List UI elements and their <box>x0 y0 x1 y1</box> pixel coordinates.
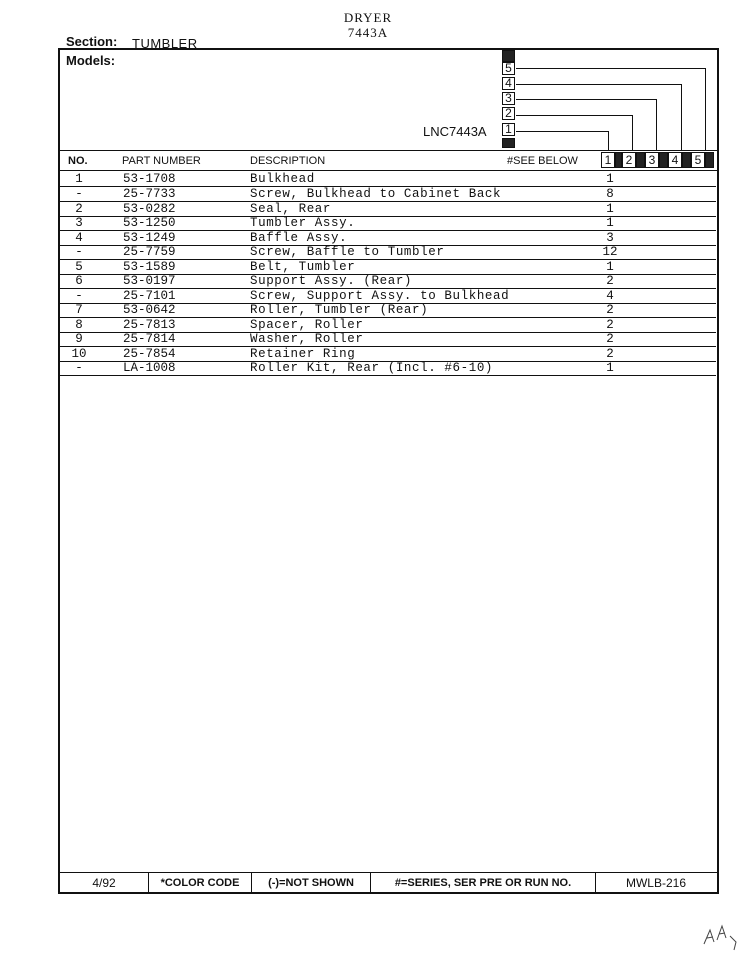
row-description: Spacer, Roller <box>250 318 364 332</box>
table-row <box>60 361 716 376</box>
column-box-5: 5 <box>691 152 705 168</box>
table-row <box>60 332 716 347</box>
column-box-3: 3 <box>645 152 659 168</box>
row-description: Tumbler Assy. <box>250 216 356 230</box>
table-row <box>60 274 716 289</box>
row-no: 8 <box>75 318 83 332</box>
row-no: 10 <box>71 347 87 361</box>
row-description: Roller Kit, Rear (Incl. #6-10) <box>250 361 494 375</box>
row-no: 2 <box>75 202 83 216</box>
row-description: Retainer Ring <box>250 347 356 361</box>
row-part-number: 53-1708 <box>123 172 176 186</box>
row-description: Screw, Bulkhead to Cabinet Back <box>250 187 502 201</box>
row-part-number: 53-0282 <box>123 202 176 216</box>
row-qty: 2 <box>606 274 614 288</box>
row-qty: 1 <box>606 202 614 216</box>
header-top-rule <box>58 150 719 151</box>
row-part-number: 25-7759 <box>123 245 176 259</box>
col-header-description: DESCRIPTION <box>250 155 326 167</box>
row-no: 1 <box>75 172 83 186</box>
row-part-number: 25-7733 <box>123 187 176 201</box>
row-description: Washer, Roller <box>250 332 364 346</box>
row-part-number: 25-7813 <box>123 318 176 332</box>
col-header-part-number: PART NUMBER <box>122 155 201 167</box>
row-description: Screw, Support Assy. to Bulkhead <box>250 289 510 303</box>
row-no: - <box>75 361 83 375</box>
row-qty: 1 <box>606 361 614 375</box>
model-name: LNC7443A <box>423 124 487 139</box>
row-part-number: 53-1589 <box>123 260 176 274</box>
row-qty: 4 <box>606 289 614 303</box>
footer-not-shown: (-)=NOT SHOWN <box>268 877 354 889</box>
model-code: 7443A <box>347 25 389 40</box>
model-box-4: 4 <box>502 77 515 90</box>
row-no: - <box>75 187 83 201</box>
table-row <box>60 303 716 318</box>
footer-doc-number: MWLB-216 <box>625 876 687 890</box>
table-row <box>60 318 716 333</box>
footer-date: 4/92 <box>92 876 116 890</box>
column-box-4: 4 <box>668 152 682 168</box>
table-row <box>60 172 716 187</box>
row-description: Baffle Assy. <box>250 231 348 245</box>
section-value: TUMBLER <box>132 36 198 51</box>
footer-color-code: *COLOR CODE <box>160 877 240 889</box>
row-description: Support Assy. (Rear) <box>250 274 413 288</box>
row-part-number: 25-7814 <box>123 332 176 346</box>
header-bottom-rule <box>58 170 719 171</box>
row-description: Roller, Tumbler (Rear) <box>250 303 429 317</box>
table-row <box>60 202 716 217</box>
model-box-1: 1 <box>502 123 515 136</box>
row-no: 4 <box>75 231 83 245</box>
column-box-divider-5 <box>705 152 714 168</box>
row-qty: 2 <box>606 303 614 317</box>
row-qty: 2 <box>606 347 614 361</box>
row-part-number: 25-7854 <box>123 347 176 361</box>
row-qty: 12 <box>602 245 618 259</box>
table-row <box>60 216 716 231</box>
model-box-stack <box>500 50 520 150</box>
row-qty: 1 <box>606 260 614 274</box>
row-part-number: 53-1250 <box>123 216 176 230</box>
column-box-2: 2 <box>622 152 636 168</box>
row-no: 6 <box>75 274 83 288</box>
column-box-divider-2 <box>636 152 645 168</box>
model-box-3: 3 <box>502 92 515 105</box>
row-description: Bulkhead <box>250 172 315 186</box>
column-box-divider-4 <box>682 152 691 168</box>
table-row <box>60 347 716 362</box>
table-row <box>60 231 716 246</box>
col-header-see-below: #SEE BELOW <box>507 155 578 167</box>
row-no: 9 <box>75 332 83 346</box>
row-part-number: 53-1249 <box>123 231 176 245</box>
column-box-1: 1 <box>601 152 615 168</box>
row-no: - <box>75 289 83 303</box>
row-description: Belt, Tumbler <box>250 260 356 274</box>
row-part-number: 25-7101 <box>123 289 176 303</box>
row-no: 5 <box>75 260 83 274</box>
models-label: Models: <box>66 53 116 68</box>
row-qty: 3 <box>606 231 614 245</box>
row-part-number: 53-0642 <box>123 303 176 317</box>
table-row <box>60 260 716 275</box>
model-box-5: 5 <box>502 62 515 75</box>
section-label: Section: <box>66 34 118 49</box>
footer-series-note: #=SERIES, SER PRE OR RUN NO. <box>394 877 572 889</box>
row-no: - <box>75 245 83 259</box>
table-row <box>60 187 716 202</box>
row-part-number: LA-1008 <box>123 361 176 375</box>
row-qty: 1 <box>606 172 614 186</box>
row-description: Screw, Baffle to Tumbler <box>250 245 445 259</box>
row-qty: 2 <box>606 318 614 332</box>
row-description: Seal, Rear <box>250 202 332 216</box>
row-no: 7 <box>75 303 83 317</box>
document-title: DRYER <box>343 10 393 25</box>
column-box-divider-3 <box>659 152 668 168</box>
row-part-number: 53-0197 <box>123 274 176 288</box>
row-qty: 1 <box>606 216 614 230</box>
table-row <box>60 289 716 304</box>
footer-top-rule <box>58 872 719 873</box>
col-header-no: NO. <box>68 155 88 167</box>
model-box-bottom-cap <box>502 138 515 148</box>
row-qty: 2 <box>606 332 614 346</box>
handwritten-mark <box>700 918 744 954</box>
row-qty: 8 <box>606 187 614 201</box>
row-no: 3 <box>75 216 83 230</box>
table-row <box>60 245 716 260</box>
column-box-divider-1 <box>615 152 622 168</box>
model-box-2: 2 <box>502 107 515 120</box>
